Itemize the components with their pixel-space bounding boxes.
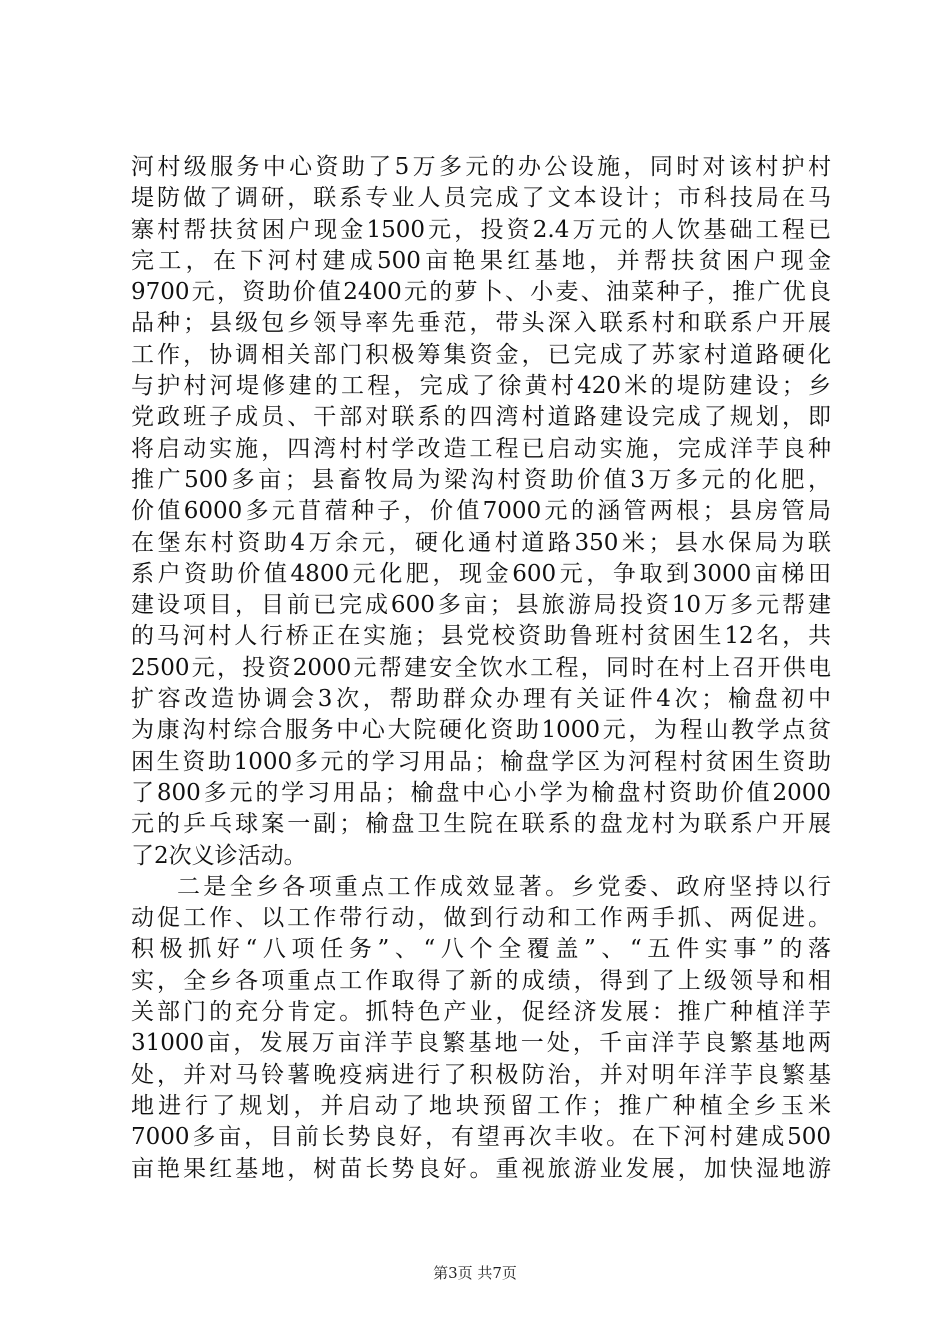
text-line: 实，全乡各项重点工作取得了新的成绩，得到了上级领导和相: [131, 967, 831, 994]
text-line: 品种；县级包乡领导率先垂范，带头深入联系村和联系户开展: [131, 310, 831, 337]
text-line: 二是全乡各项重点工作成效显著。乡党委、政府坚持以行: [177, 873, 831, 900]
text-line: 7000多亩，目前长势良好，有望再次丰收。在下河村建成500: [131, 1124, 831, 1151]
text-line: 地进行了规划，并启动了地块预留工作；推广种植全乡玉米: [131, 1092, 831, 1119]
text-line: 工作，协调相关部门积极筹集资金，已完成了苏家村道路硬化: [131, 341, 831, 368]
text-line: 亩艳果红基地，树苗长势良好。重视旅游业发展，加快湿地游: [131, 1155, 831, 1182]
page-number-footer: 第3页 共7页: [433, 1264, 517, 1282]
text-line: 河村级服务中心资助了5万多元的办公设施，同时对该村护村: [131, 154, 831, 180]
text-line: 2500元，投资2000元帮建安全饮水工程，同时在村上召开供电: [131, 654, 831, 681]
text-line: 处，并对马铃薯晚疫病进行了积极防治，并对明年洋芋良繁基: [131, 1061, 831, 1088]
text-line: 关部门的充分肯定。抓特色产业，促经济发展：推广种植洋芋: [131, 999, 831, 1026]
text-line: 在堡东村资助4万余元，硬化通村道路350米；县水保局为联: [131, 529, 831, 556]
text-line: 动促工作、以工作带行动，做到行动和工作两手抓、两促进。: [131, 905, 831, 932]
text-line: 系户资助价值4800元化肥，现金600元，争取到3000亩梯田: [131, 560, 831, 587]
text-line: 堤防做了调研，联系专业人员完成了文本设计；市科技局在马: [131, 185, 831, 212]
text-line: 扩容改造协调会3次，帮助群众办理有关证件4次；榆盘初中: [131, 686, 831, 713]
text-line: 党政班子成员、干部对联系的四湾村道路建设完成了规划，即: [131, 404, 831, 431]
text-line: 困生资助1000多元的学习用品；榆盘学区为河程村贫困生资助: [131, 748, 831, 775]
paragraph-1: [131, 152, 831, 872]
text-line: 元的乒乓球案一副；榆盘卫生院在联系的盘龙村为联系户开展: [131, 811, 831, 838]
paragraph-2: [131, 872, 831, 1185]
text-line: 寨村帮扶贫困户现金1500元，投资2.4万元的人饮基础工程已: [131, 216, 831, 243]
text-line: 建设项目，目前已完成600多亩；县旅游局投资10万多元帮建: [131, 592, 831, 619]
text-line: 31000亩，发展万亩洋芋良繁基地一处，千亩洋芋良繁基地两: [131, 1030, 831, 1057]
text-line: 将启动实施，四湾村村学改造工程已启动实施，完成洋芋良种: [131, 435, 831, 462]
body-text: [131, 152, 831, 1185]
text-line: 的马河村人行桥正在实施；县党校资助鲁班村贫困生12名，共: [131, 623, 831, 650]
text-line: 完工，在下河村建成500亩艳果红基地，并帮扶贫困户现金: [131, 247, 831, 274]
text-line: 为康沟村综合服务中心大院硬化资助1000元，为程山教学点贫: [131, 717, 831, 744]
text-line: 与护村河堤修建的工程，完成了徐黄村420米的堤防建设；乡: [131, 373, 831, 400]
text-line: 积极抓好“八项任务”、“八个全覆盖”、“五件实事”的落: [131, 936, 831, 963]
text-line: 推广500多亩；县畜牧局为梁沟村资助价值3万多元的化肥，: [131, 466, 831, 493]
text-line: 9700元，资助价值2400元的萝卜、小麦、油菜种子，推广优良: [131, 279, 831, 306]
text-line: 价值6000多元苜蓿种子，价值7000元的涵管两根；县房管局: [131, 498, 831, 525]
text-line: 了800多元的学习用品；榆盘中心小学为榆盘村资助价值2000: [131, 779, 831, 806]
text-line: 了2次义诊活动。: [131, 842, 307, 869]
